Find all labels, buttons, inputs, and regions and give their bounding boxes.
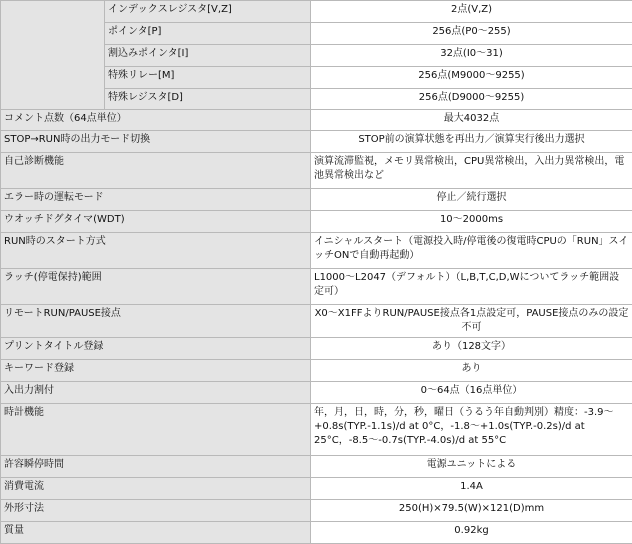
table-row — [1, 189, 632, 211]
table-row — [1, 382, 632, 404]
table-row — [1, 404, 632, 456]
table-row — [1, 269, 632, 305]
row-value: 電源ユニットによる — [311, 456, 632, 478]
row-value: 最大4032点 — [311, 110, 632, 131]
row-label: 入出力割付 — [1, 382, 311, 404]
row-label: 質量 — [1, 522, 311, 544]
row-label: エラー時の運転モード — [1, 189, 311, 211]
row-value: 演算流滞監視，メモリ異常検出，CPU異常検出，入出力異常検出，電池異常検出など — [311, 153, 632, 189]
table-row — [1, 338, 632, 360]
row-label: STOP→RUN時の出力モード切換 — [1, 131, 311, 153]
row-value: 年，月，日，時，分，秒，曜日（うるう年自動判別）精度：-3.9～+0.8s(TYP.-1.1s)/d at 0°C，-1.8～+1.0s(TYP.-0.2s)/d at 25°C，-8.5～-0.7s(TYP.-4.0s)/d at 55°C — [311, 404, 632, 456]
row-value: 0～64点（16点単位） — [311, 382, 632, 404]
subrow-label: 特殊レジスタ[D] — [105, 89, 311, 110]
row-value: イニシャルスタート（電源投入時/停電後の復電時CPUの「RUN」スイッチONで自動再起動） — [311, 233, 632, 269]
subrow-value: 256点(P0～255) — [311, 23, 632, 45]
table-row — [1, 360, 632, 382]
row-label: キーワード登録 — [1, 360, 311, 382]
subrow-value: 256点(M9000～9255) — [311, 67, 632, 89]
subrow-label: ポインタ[P] — [105, 23, 311, 45]
table-row — [1, 305, 632, 338]
row-value: X0～X1FFよりRUN/PAUSE接点各1点設定可，PAUSE接点のみの設定不可 — [311, 305, 632, 338]
row-value: 0.92kg — [311, 522, 632, 544]
table-row — [1, 522, 632, 544]
table-row — [1, 211, 632, 233]
subrow-value: 32点(I0～31) — [311, 45, 632, 67]
subrow-label: インデックスレジスタ[V,Z] — [105, 1, 311, 23]
subrow-label: 割込みポインタ[I] — [105, 45, 311, 67]
row-value: STOP前の演算状態を再出力／演算実行後出力選択 — [311, 131, 632, 153]
table-row — [1, 500, 632, 522]
row-value: あり — [311, 360, 632, 382]
row-value: 10～2000ms — [311, 211, 632, 233]
row-label: リモートRUN/PAUSE接点 — [1, 305, 311, 338]
row-label: RUN時のスタート方式 — [1, 233, 311, 269]
row-label: ラッチ(停電保持)範囲 — [1, 269, 311, 305]
table-row — [1, 110, 632, 131]
subrow-label: 特殊リレー[M] — [105, 67, 311, 89]
row-label: 外形寸法 — [1, 500, 311, 522]
row-value: 1.4A — [311, 478, 632, 500]
row-value: 250(H)×79.5(W)×121(D)mm — [311, 500, 632, 522]
row-value: 停止／続行選択 — [311, 189, 632, 211]
subrow-value: 256点(D9000～9255) — [311, 89, 632, 110]
row-label: 時計機能 — [1, 404, 311, 456]
group-spacer — [1, 1, 105, 110]
table-row — [1, 1, 632, 23]
row-label: 自己診断機能 — [1, 153, 311, 189]
table-row — [1, 131, 632, 153]
row-label: 許容瞬停時間 — [1, 456, 311, 478]
row-label: 消費電流 — [1, 478, 311, 500]
table-row — [1, 456, 632, 478]
row-label: ウオッチドグタイマ(WDT) — [1, 211, 311, 233]
table-row — [1, 233, 632, 269]
row-value: L1000～L2047（デフォルト）（L,B,T,C,D,Wについてラッチ範囲設定可） — [311, 269, 632, 305]
table-row — [1, 153, 632, 189]
row-label: プリントタイトル登録 — [1, 338, 311, 360]
row-value: あり（128文字） — [311, 338, 632, 360]
row-label: コメント点数（64点単位） — [1, 110, 311, 131]
subrow-value: 2点(V,Z) — [311, 1, 632, 23]
table-row — [1, 478, 632, 500]
